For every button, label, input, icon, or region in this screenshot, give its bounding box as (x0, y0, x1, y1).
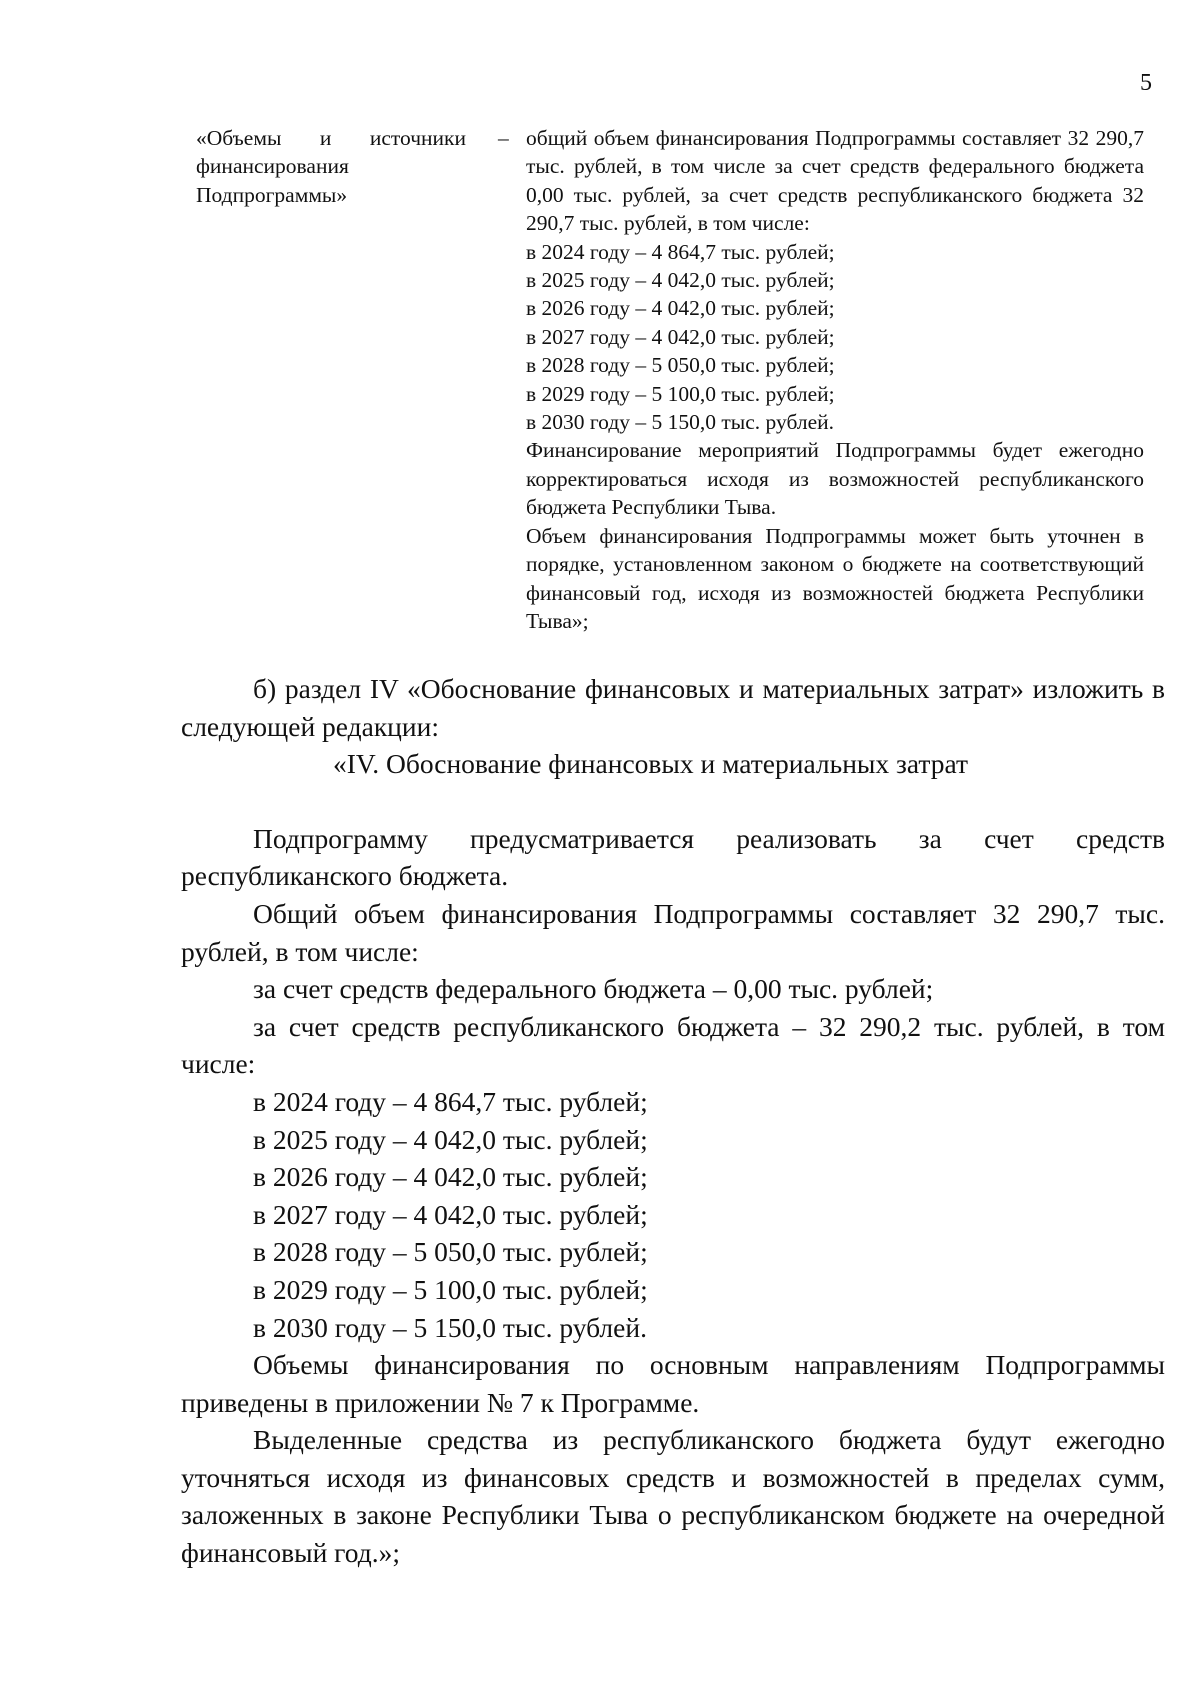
passport-year-2027: в 2027 году – 4 042,0 тыс. рублей; (526, 324, 835, 349)
year-line-2030: в 2030 году – 5 150,0 тыс. рублей. (253, 1311, 647, 1343)
passport-year-2024: в 2024 году – 4 864,7 тыс. рублей; (526, 239, 835, 264)
passport-note-clarification: Объем финансирования Подпрограммы может быть уточнен в порядке, установленном законом о бюджете на соответствующий финансовый год, исходя из возможностей бюджета Республики Тыва»; (526, 523, 1144, 633)
passport-row-dash: – (498, 126, 509, 150)
passport-row-value (526, 124, 1144, 635)
passport-year-2025: в 2025 году – 4 042,0 тыс. рублей; (526, 268, 835, 293)
paragraph-allocated-funds: Выделенные средства из республиканского бюджета будут ежегодно уточняться исходя из финансовых средств и возможностей в пределах сумм, заложенных в законе Республики Тыва о республиканском бюджете на очередной финансовый год.»; (181, 1424, 1165, 1569)
year-line-2025: в 2025 году – 4 042,0 тыс. рублей; (253, 1123, 648, 1155)
page-number: 5 (1140, 70, 1152, 96)
passport-year-2028: в 2028 году – 5 050,0 тыс. рублей; (526, 353, 835, 378)
paragraph-source: Подпрограмму предусматривается реализовать за счет средств республиканского бюджета. (181, 822, 1165, 892)
main-text (181, 670, 1165, 1572)
year-line-2027: в 2027 году – 4 042,0 тыс. рублей; (253, 1198, 648, 1230)
line-republic: за счет средств республиканского бюджета – 32 290,2 тыс. рублей, в том числе: (181, 1010, 1165, 1080)
passport-note-adjustment: Финансирование мероприятий Подпрограммы будет ежегодно корректироваться исходя из возможностей республиканского бюджета Республики Тыва. (526, 438, 1144, 520)
passport-year-2030: в 2030 году – 5 150,0 тыс. рублей. (526, 410, 835, 435)
paragraph-total: Общий объем финансирования Подпрограммы составляет 32 290,7 тыс. рублей, в том числе: (181, 897, 1165, 967)
passport-intro: общий объем финансирования Подпрограммы составляет 32 290,7 тыс. рублей, в том числе за счет средств федерального бюджета 0,00 тыс. рублей, за счет средств республиканского бюджета 32 290,7 тыс. рублей, в том числе: (526, 126, 1144, 236)
paragraph-b: б) раздел IV «Обоснование финансовых и материальных затрат» изложить в следующей редакции: (181, 673, 1165, 742)
section-heading: «IV. Обоснование финансовых и материальных затрат (333, 748, 968, 780)
year-line-2028: в 2028 году – 5 050,0 тыс. рублей; (253, 1236, 648, 1268)
paragraph-appendix: Объемы финансирования по основным направлениям Подпрограммы приведены в приложении № 7 к Программе. (181, 1349, 1165, 1418)
year-line-2029: в 2029 году – 5 100,0 тыс. рублей; (253, 1273, 648, 1305)
passport-row-label: «Объемы и источники финансирования Подпрограммы» (196, 126, 466, 207)
passport-year-2026: в 2026 году – 4 042,0 тыс. рублей; (526, 296, 835, 321)
year-line-2026: в 2026 году – 4 042,0 тыс. рублей; (253, 1161, 648, 1193)
line-federal: за счет средств федерального бюджета – 0,00 тыс. рублей; (253, 973, 934, 1005)
year-line-2024: в 2024 году – 4 864,7 тыс. рублей; (253, 1085, 648, 1117)
passport-year-2029: в 2029 году – 5 100,0 тыс. рублей; (526, 381, 835, 406)
